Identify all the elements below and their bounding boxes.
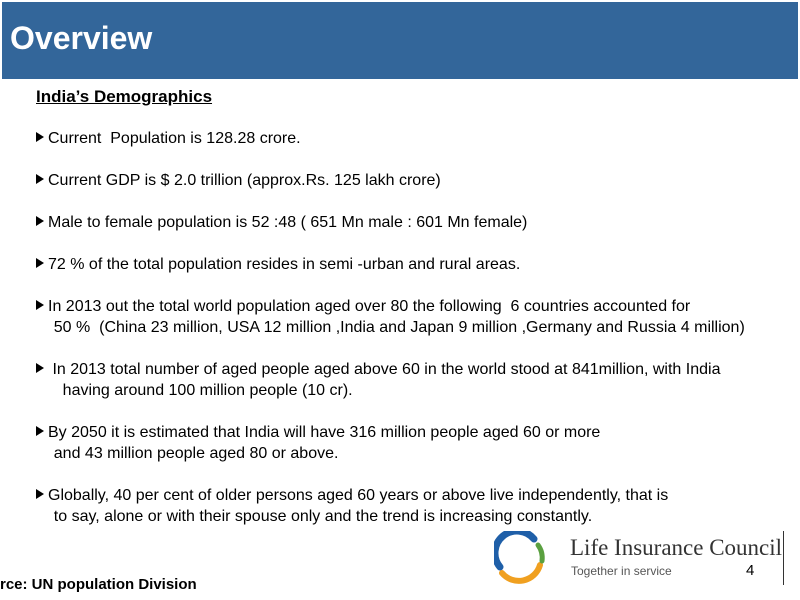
logo-tagline: Together in service xyxy=(571,564,672,578)
bullet-text: Male to female population is 52 :48 ( 651 Mn male : 601 Mn female) xyxy=(48,214,528,231)
page-number: 4 xyxy=(746,562,755,579)
arrow-bullet-icon xyxy=(36,258,44,268)
bullet-continuation: and 43 million people aged 80 or above. xyxy=(36,445,339,462)
bullet-text: 72 % of the total population resides in semi -urban and rural areas. xyxy=(48,256,521,273)
bullet-text: In 2013 out the total world population aged over 80 the following 6 countries accounted for xyxy=(48,298,691,315)
arrow-bullet-icon xyxy=(36,300,44,310)
bullet-continuation: 50 % (China 23 million, USA 12 million ,India and Japan 9 million ,Germany and Russia 4 million) xyxy=(36,319,745,336)
bullet-continuation: to say, alone or with their spouse only and the trend is increasing constantly. xyxy=(36,508,593,525)
slide-header xyxy=(0,0,800,81)
arrow-bullet-icon xyxy=(36,216,44,226)
section-heading: India’s Demographics xyxy=(36,87,213,106)
bullet-text: In 2013 total number of aged people aged above 60 in the world stood at 841million, with India xyxy=(48,361,721,378)
logo-name: Life Insurance Council xyxy=(570,535,783,560)
arrow-bullet-icon xyxy=(36,489,44,499)
slide-title: Overview xyxy=(10,20,153,56)
bullet-item xyxy=(36,128,756,149)
bullet-item xyxy=(36,359,756,401)
bullet-text: Current GDP is $ 2.0 trillion (approx.Rs. 125 lakh crore) xyxy=(48,172,441,189)
bullet-item xyxy=(36,212,756,233)
arrow-bullet-icon xyxy=(36,132,44,142)
arrow-bullet-icon xyxy=(36,426,44,436)
bullet-continuation: having around 100 million people (10 cr). xyxy=(36,382,353,399)
bullet-item xyxy=(36,170,756,191)
bullet-text: Globally, 40 per cent of older persons aged 60 years or above live independently, that is xyxy=(48,487,669,504)
bullet-item xyxy=(36,296,756,338)
life-insurance-council-logo-icon xyxy=(494,531,548,585)
arrow-bullet-icon xyxy=(36,363,44,373)
bullet-text: By 2050 it is estimated that India will have 316 million people aged 60 or more xyxy=(48,424,601,441)
footer-divider xyxy=(783,531,784,585)
bullet-item xyxy=(36,485,756,527)
bullet-item xyxy=(36,422,756,464)
bullet-item xyxy=(36,254,756,275)
bullet-text: Current Population is 128.28 crore. xyxy=(48,130,301,147)
arrow-bullet-icon xyxy=(36,174,44,184)
slide-body xyxy=(36,86,756,527)
source-note: rce: UN population Division xyxy=(0,576,197,593)
